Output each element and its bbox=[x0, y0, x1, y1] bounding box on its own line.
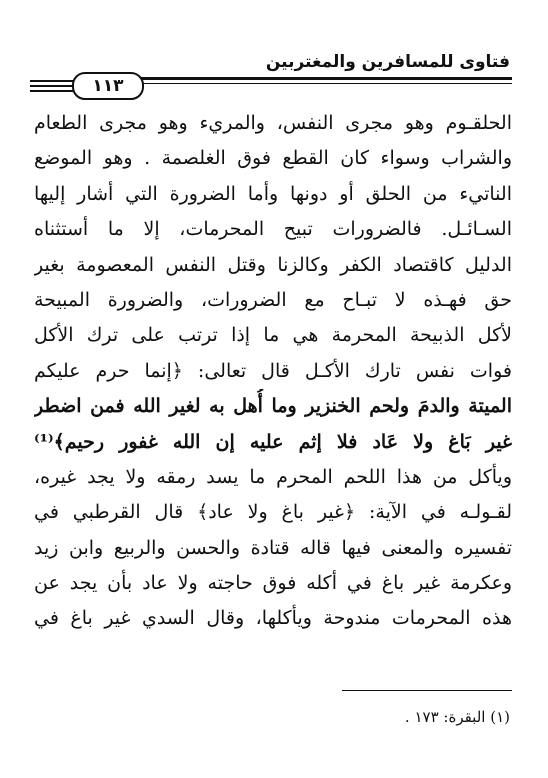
text-line: الميتة والدمَ ولحم الخنزير وما أُهل به لغير الله فمن اضطر bbox=[34, 395, 512, 418]
page-number: ١١٣ bbox=[72, 72, 144, 100]
text-line: هذه المحرمات مندوحة ويأكلها، وقال السدي غير باغ في bbox=[34, 607, 512, 630]
text-line: فوات نفس تارك الأكـل قال تعالى: ﴿إنما حرم عليكم bbox=[34, 359, 512, 382]
text-line: الناتيء من الحلق أو دونها وأما الضرورة التي أشار إليها bbox=[34, 182, 512, 205]
running-header-title: فتاوى للمسافرين والمغتربين bbox=[265, 52, 510, 72]
text-line: وعكرمة غير باغ في أكله فوق حاجته ولا عاد بأن يجد عن bbox=[34, 572, 512, 595]
text-line: والشراب وسواء كان القطع فوق الغلصمة . وهو الموضع bbox=[34, 147, 512, 170]
text-line: حق فهـذه لا تبـاح مع الضرورات، والضرورة المبيحة bbox=[34, 288, 512, 311]
text-line: الدليل كاقتصاد الكفر وكالزنا وقتل النفس المعصومة بغير bbox=[34, 253, 512, 276]
text-line: غير بَاغ ولا عَاد فلا إثم عليه إن الله غفور رحيم﴾⁽¹⁾ bbox=[34, 430, 512, 453]
header-rule bbox=[82, 77, 512, 84]
text-line: لقـولـه في الآية: ﴿غير باغ ولا عاد﴾ قال القرطبي في bbox=[34, 501, 512, 524]
page-body-text bbox=[34, 106, 512, 637]
footnote: (١) البقرة: ١٧٣ . bbox=[404, 708, 510, 726]
footnote-rule bbox=[342, 690, 512, 691]
text-line: السـائـل. فالضرورات تبيح المحرمات، إلا ما أستثناه bbox=[34, 218, 512, 241]
text-line: تفسيره والمعنى فيها قاله قتادة والحسن والربيع وابن زيد bbox=[34, 536, 512, 559]
text-line: الحلقـوم وهو مجرى النفس، والمريء وهو مجرى الطعام bbox=[34, 112, 512, 134]
text-line: ويأكل من هذا اللحم المحرم ما يسد رمقه ولا يجد غيره، bbox=[34, 465, 512, 488]
page-number-ornament bbox=[30, 80, 74, 95]
text-line: لأكل الذبيحة المحرمة هي ما إذا ترتب على ترك الأكل bbox=[34, 324, 512, 347]
